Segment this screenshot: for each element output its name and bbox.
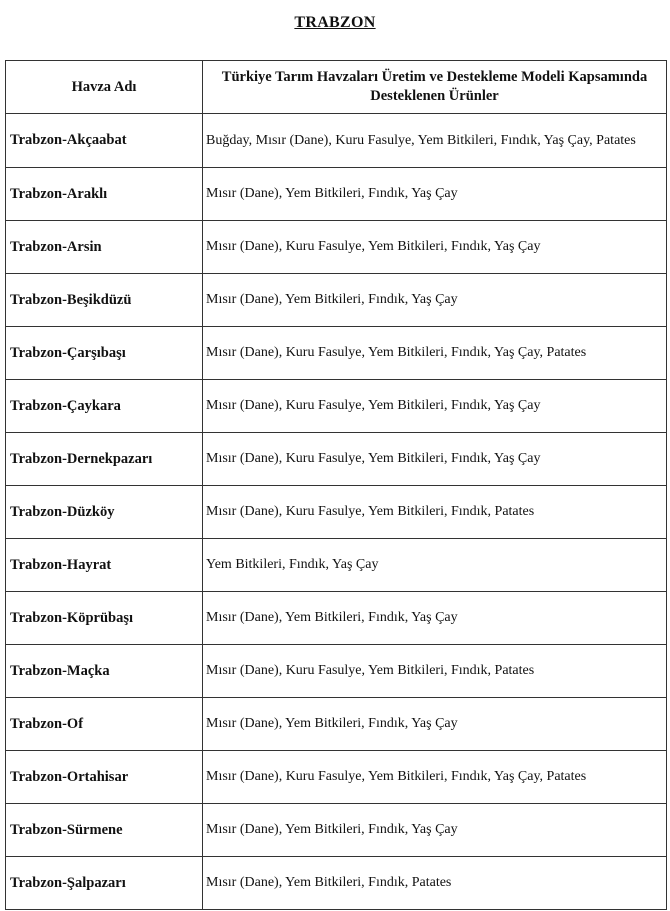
table-row [6,433,667,486]
basin-name-cell: Trabzon-Of [6,698,203,751]
basin-name-cell: Trabzon-Çaykara [6,380,203,433]
basin-name-cell: Trabzon-Sürmene [6,804,203,857]
table-row [6,274,667,327]
basin-name-cell: Trabzon-Beşikdüzü [6,274,203,327]
basin-name-cell: Trabzon-Düzköy [6,486,203,539]
products-cell: Buğday, Mısır (Dane), Kuru Fasulye, Yem Bitkileri, Fındık, Yaş Çay, Patates [203,114,667,168]
basin-name-cell: Trabzon-Dernekpazarı [6,433,203,486]
table-row [6,592,667,645]
basin-name-cell: Trabzon-Arsin [6,221,203,274]
products-cell: Mısır (Dane), Kuru Fasulye, Yem Bitkileri, Fındık, Patates [203,486,667,539]
basin-name-cell: Trabzon-Köprübaşı [6,592,203,645]
header-supported-products: Türkiye Tarım Havzaları Üretim ve Destekleme Modeli Kapsamında Desteklenen Ürünler [203,61,667,114]
products-cell: Mısır (Dane), Kuru Fasulye, Yem Bitkileri, Fındık, Yaş Çay, Patates [203,327,667,380]
basin-name-cell: Trabzon-Akçaabat [6,114,203,168]
table-row [6,539,667,592]
table-row [6,486,667,539]
table-row [6,380,667,433]
products-cell: Mısır (Dane), Kuru Fasulye, Yem Bitkileri, Fındık, Yaş Çay [203,380,667,433]
basin-name-cell: Trabzon-Hayrat [6,539,203,592]
table-row [6,804,667,857]
table-header-row [6,61,667,114]
basin-name-cell: Trabzon-Çarşıbaşı [6,327,203,380]
basin-name-cell: Trabzon-Şalpazarı [6,857,203,910]
basin-name-cell: Trabzon-Ortahisar [6,751,203,804]
basin-name-cell: Trabzon-Araklı [6,168,203,221]
products-cell: Mısır (Dane), Yem Bitkileri, Fındık, Yaş Çay [203,698,667,751]
products-cell: Mısır (Dane), Kuru Fasulye, Yem Bitkileri, Fındık, Patates [203,645,667,698]
table-row [6,857,667,910]
table-row [6,751,667,804]
page-title: TRABZON [294,14,376,31]
products-cell: Yem Bitkileri, Fındık, Yaş Çay [203,539,667,592]
basin-name-cell: Trabzon-Maçka [6,645,203,698]
table-row [6,221,667,274]
products-cell: Mısır (Dane), Yem Bitkileri, Fındık, Yaş Çay [203,168,667,221]
products-cell: Mısır (Dane), Kuru Fasulye, Yem Bitkileri, Fındık, Yaş Çay [203,433,667,486]
table-row [6,698,667,751]
basin-products-table [5,60,667,910]
products-cell: Mısır (Dane), Yem Bitkileri, Fındık, Yaş Çay [203,592,667,645]
table-row [6,114,667,168]
table-row [6,168,667,221]
products-cell: Mısır (Dane), Yem Bitkileri, Fındık, Yaş Çay [203,274,667,327]
products-cell: Mısır (Dane), Yem Bitkileri, Fındık, Yaş Çay [203,804,667,857]
header-basin-name: Havza Adı [6,61,203,114]
products-cell: Mısır (Dane), Kuru Fasulye, Yem Bitkileri, Fındık, Yaş Çay, Patates [203,751,667,804]
products-cell: Mısır (Dane), Kuru Fasulye, Yem Bitkileri, Fındık, Yaş Çay [203,221,667,274]
table-row [6,327,667,380]
products-cell: Mısır (Dane), Yem Bitkileri, Fındık, Patates [203,857,667,910]
table-row [6,645,667,698]
